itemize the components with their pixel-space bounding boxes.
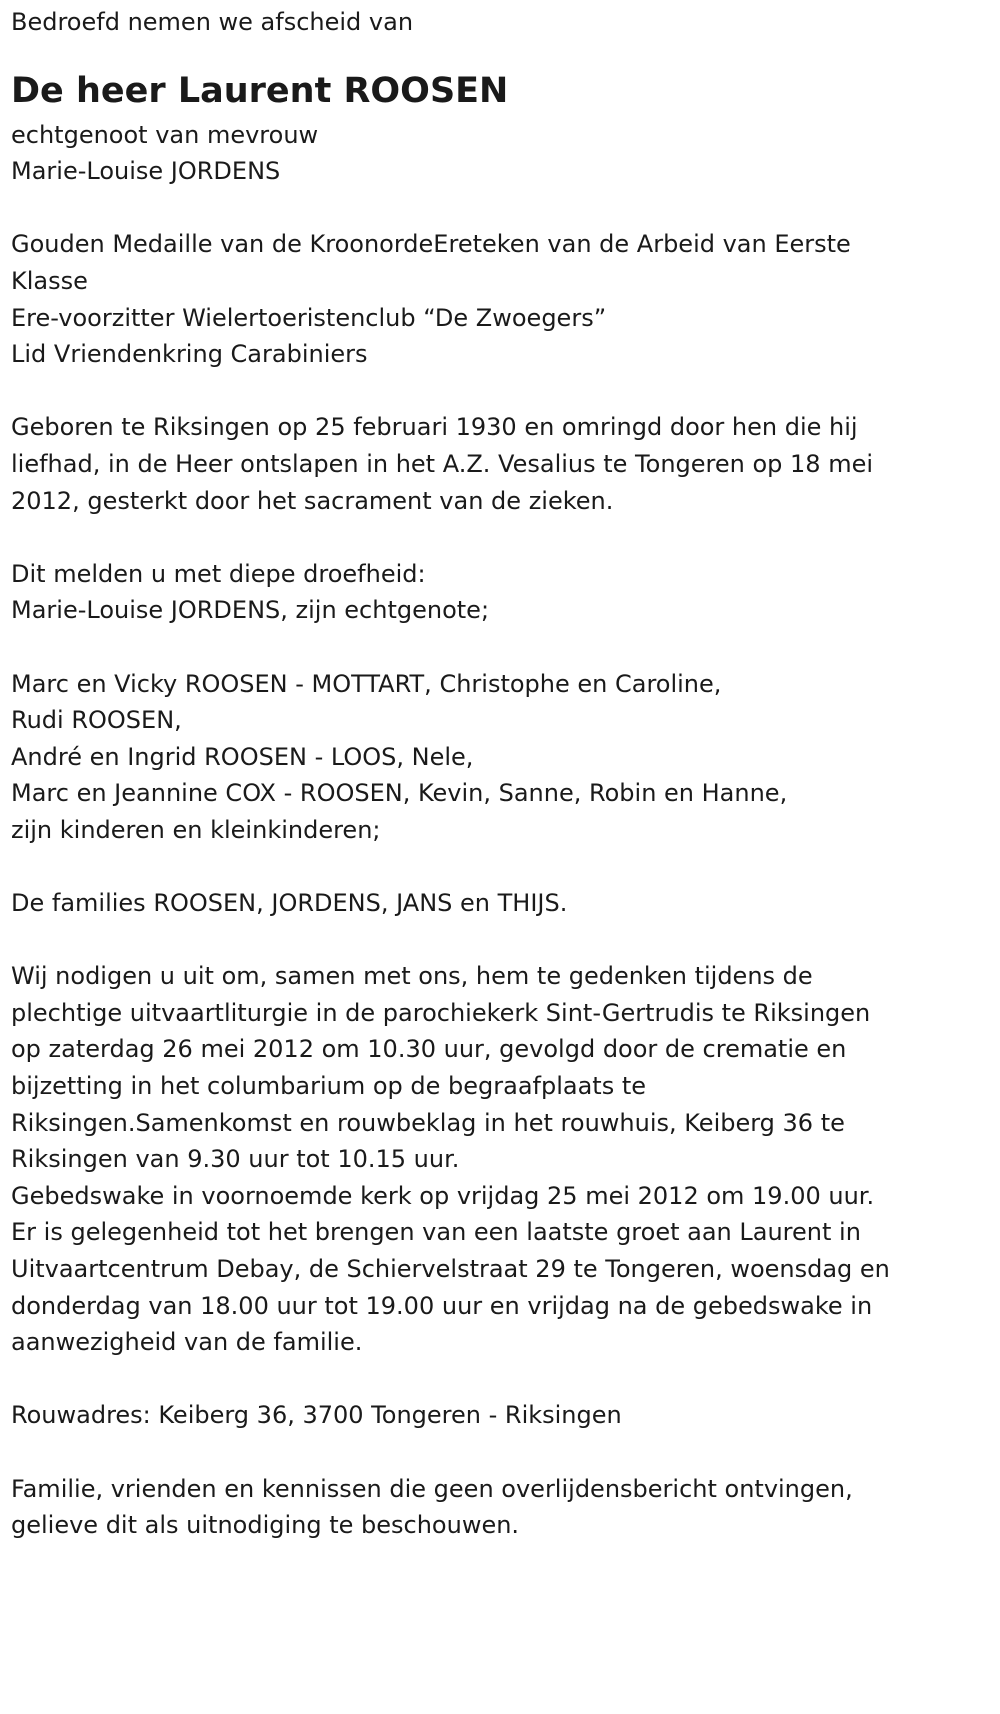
- ceremony-line: Riksingen van 9.30 uur tot 10.15 uur.: [11, 1145, 460, 1174]
- ceremony-block: [11, 958, 1000, 1361]
- ceremony-line: Er is gelegenheid tot het brengen van een laatste groet aan Laurent in: [11, 1218, 861, 1247]
- ceremony-line: Riksingen.Samenkomst en rouwbeklag in het rouwhuis, Keiberg 36 te: [11, 1108, 845, 1137]
- spouse-line: echtgenoot van mevrouw: [11, 120, 319, 149]
- children-block: [11, 666, 1000, 849]
- spacer: [11, 1361, 1000, 1398]
- spacer: [11, 922, 1000, 959]
- children-line: Rudi ROOSEN,: [11, 706, 182, 735]
- spouse-block: [11, 117, 1000, 190]
- bio-line: Geboren te Riksingen op 25 februari 1930 en omringd door hen die hij: [11, 413, 858, 442]
- honors-block: [11, 226, 1000, 372]
- ceremony-line: Wij nodigen u uit om, samen met ons, hem te gedenken tijdens de: [11, 962, 813, 991]
- families-line: De families ROOSEN, JORDENS, JANS en THIJS.: [11, 889, 568, 918]
- closing-block: [11, 1471, 1000, 1544]
- announce-block: [11, 556, 1000, 629]
- children-line: Marc en Jeannine COX - ROOSEN, Kevin, Sanne, Robin en Hanne,: [11, 779, 788, 808]
- bio-line: 2012, gesterkt door het sacrament van de zieken.: [11, 486, 614, 515]
- closing-line: gelieve dit als uitnodiging te beschouwen.: [11, 1511, 520, 1540]
- children-line: André en Ingrid ROOSEN - LOOS, Nele,: [11, 742, 474, 771]
- ceremony-line: donderdag van 18.00 uur tot 19.00 uur en vrijdag na de gebedswake in: [11, 1291, 873, 1320]
- spacer: [11, 848, 1000, 885]
- honors-line: Lid Vriendenkring Carabiniers: [11, 340, 368, 369]
- announce-line: Dit melden u met diepe droefheid:: [11, 559, 426, 588]
- honors-line: Klasse: [11, 266, 88, 295]
- ceremony-line: Gebedswake in voornoemde kerk op vrijdag 25 mei 2012 om 19.00 uur.: [11, 1181, 875, 1210]
- spacer: [11, 1434, 1000, 1471]
- deceased-name: De heer Laurent ROOSEN: [11, 70, 509, 111]
- ceremony-line: Uitvaartcentrum Debay, de Schiervelstraat 29 te Tongeren, woensdag en: [11, 1255, 890, 1283]
- intro-text: Bedroefd nemen we afscheid van: [11, 8, 414, 36]
- spacer: [11, 41, 1000, 65]
- spacer: [11, 190, 1000, 227]
- announce-line: Marie-Louise JORDENS, zijn echtgenote;: [11, 596, 490, 625]
- obituary-page: [0, 4, 1000, 1714]
- ceremony-line: bijzetting in het columbarium op de begraafplaats te: [11, 1072, 647, 1101]
- spacer: [11, 629, 1000, 666]
- bio-line: liefhad, in de Heer ontslapen in het A.Z. Vesalius te Tongeren op 18 mei: [11, 449, 874, 478]
- ceremony-line: plechtige uitvaartliturgie in de parochiekerk Sint-Gertrudis te Riksingen: [11, 998, 871, 1027]
- honors-line: Gouden Medaille van de KroonordeEreteken van de Arbeid van Eerste: [11, 230, 851, 259]
- spacer: [11, 519, 1000, 556]
- children-line: zijn kinderen en kleinkinderen;: [11, 815, 381, 844]
- ceremony-line: aanwezigheid van de familie.: [11, 1328, 363, 1357]
- ceremony-line: op zaterdag 26 mei 2012 om 10.30 uur, gevolgd door de crematie en: [11, 1035, 847, 1064]
- spacer: [11, 373, 1000, 410]
- spouse-line: Marie-Louise JORDENS: [11, 157, 281, 186]
- closing-line: Familie, vrienden en kennissen die geen overlijdensbericht ontvingen,: [11, 1474, 853, 1503]
- address-line: Rouwadres: Keiberg 36, 3700 Tongeren - Riksingen: [11, 1401, 622, 1430]
- bio-block: [11, 409, 1000, 519]
- honors-line: Ere-voorzitter Wielertoeristenclub “De Zwoegers”: [11, 303, 607, 332]
- children-line: Marc en Vicky ROOSEN - MOTTART, Christophe en Caroline,: [11, 669, 722, 698]
